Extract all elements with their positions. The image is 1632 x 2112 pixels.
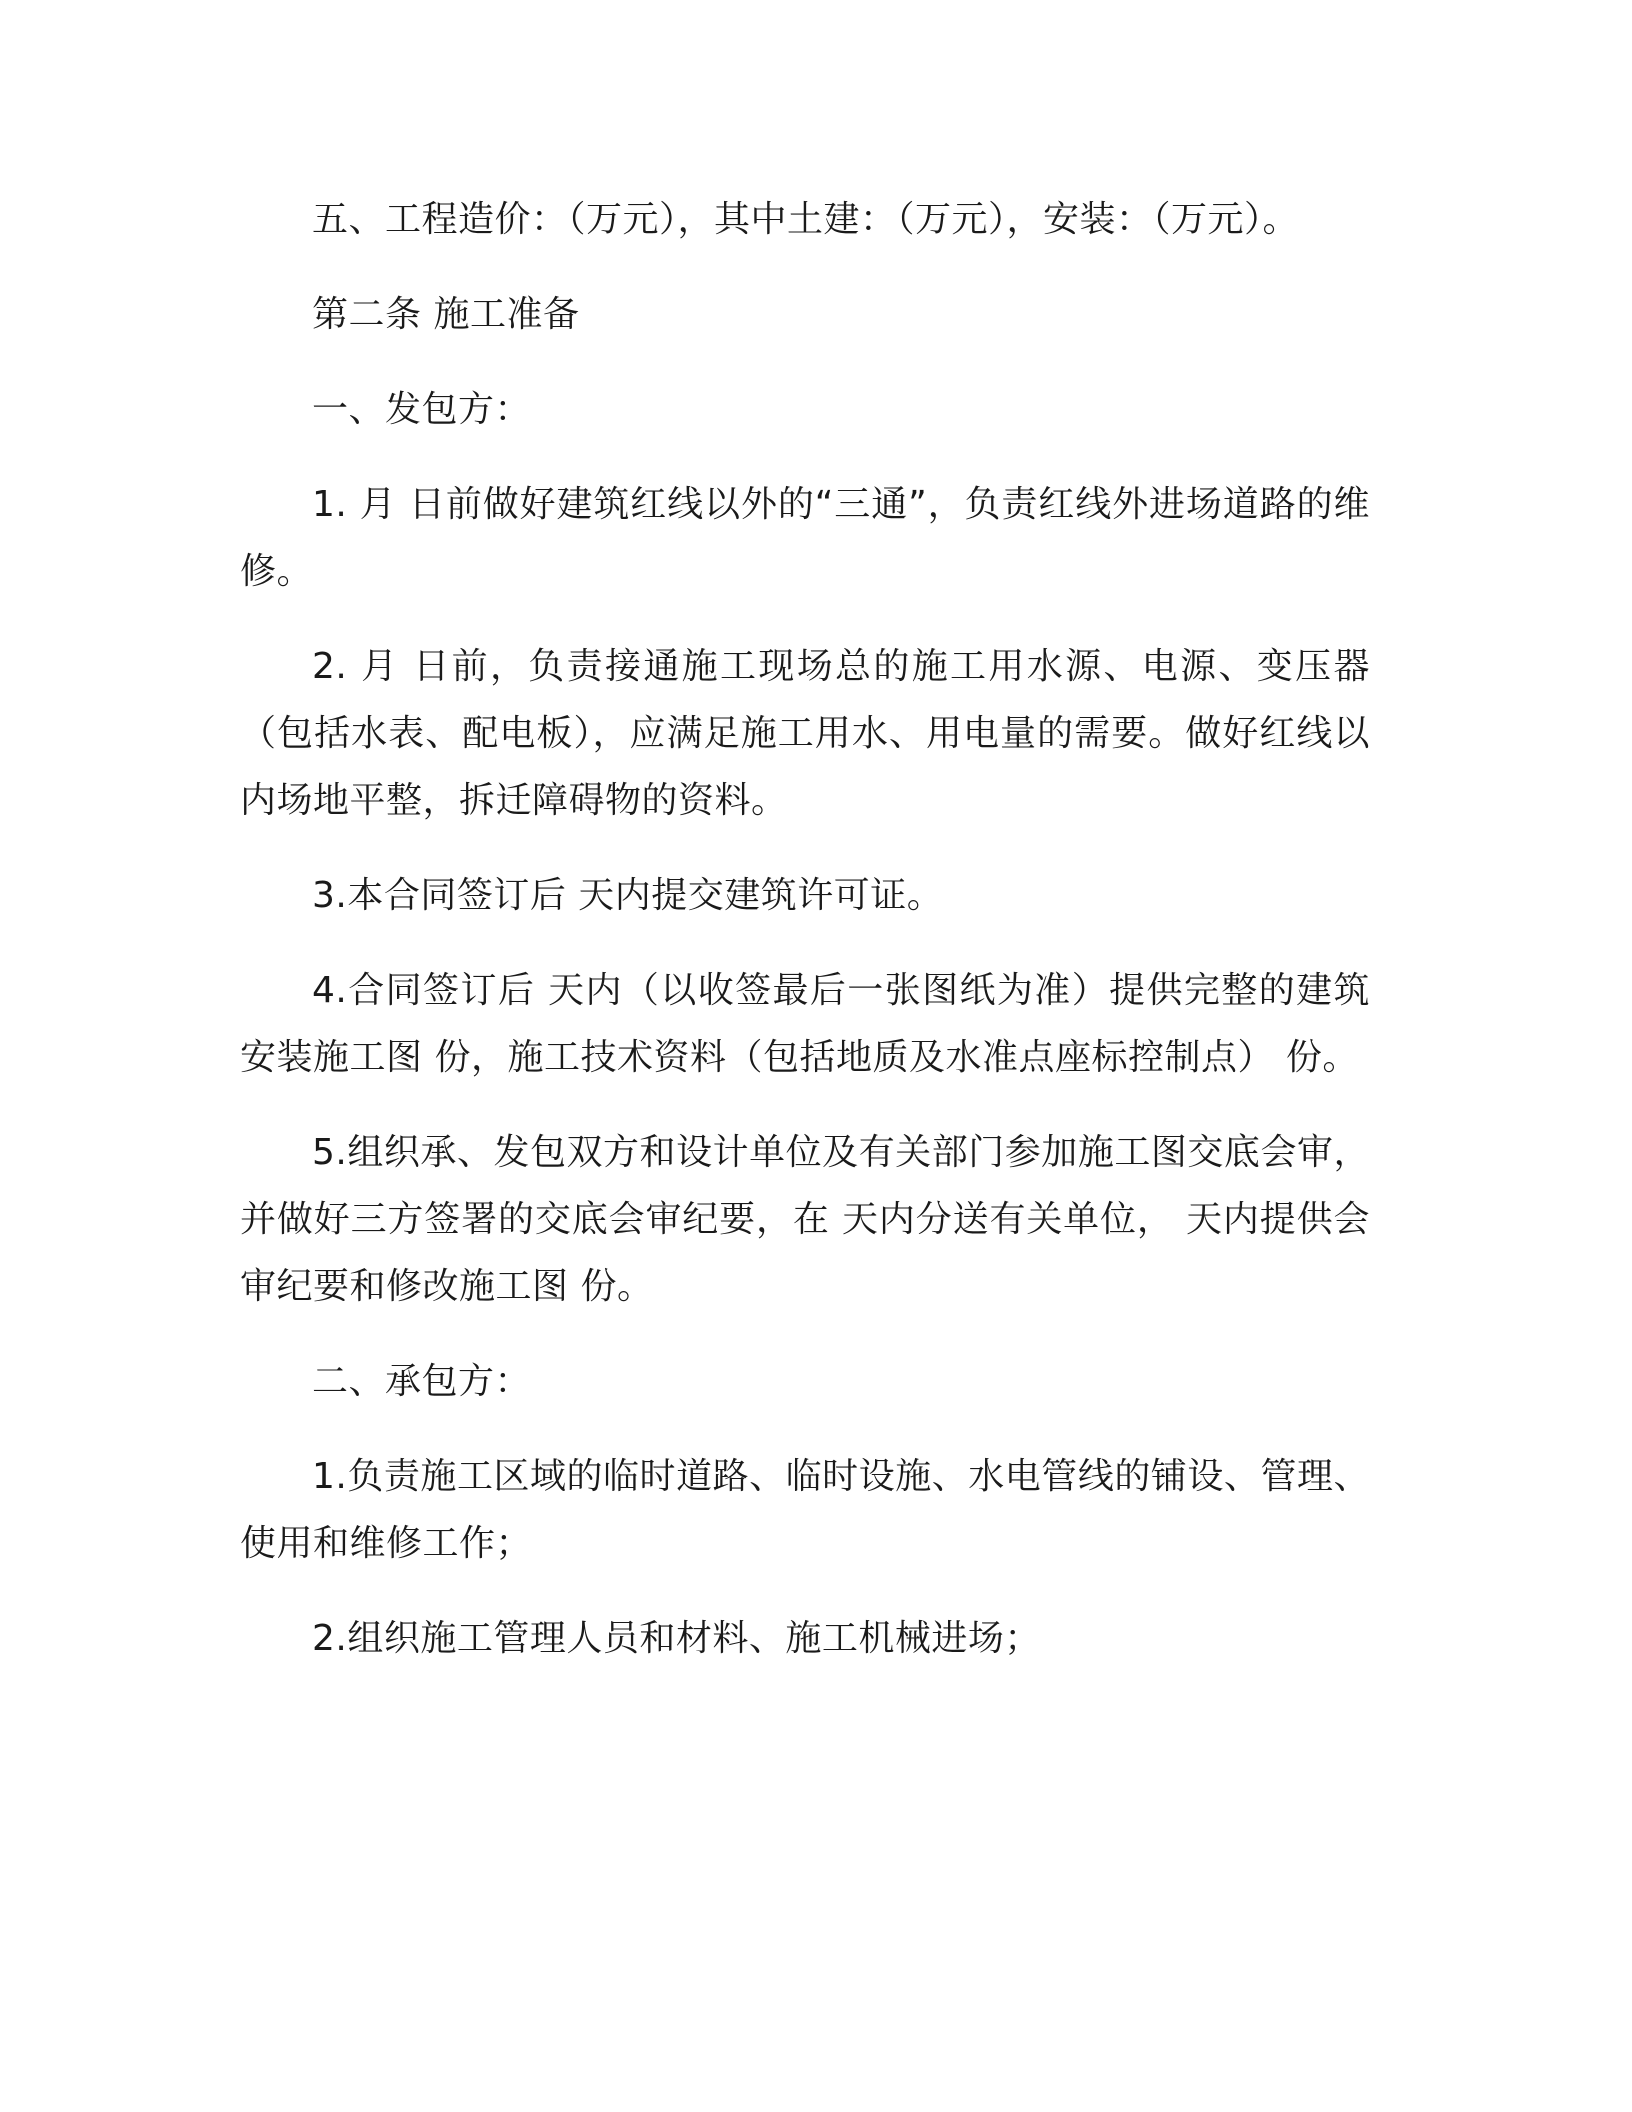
employer-item-4: 4.合同签订后 天内（以收签最后一张图纸为准）提供完整的建筑安装施工图 份，施工技术资料（包括地质及水准点座标控制点） 份。 (240, 970, 1370, 1078)
employer-heading: 一、发包方： (312, 389, 532, 430)
employer-item-2: 2. 月 日前，负责接通施工现场总的施工用水源、电源、变压器（包括水表、配电板），应满足施工用水、用电量的需要。做好红线以内场地平整，拆迁障碍物的资料。 (240, 646, 1370, 821)
document-body (240, 186, 1370, 1700)
contractor-item-1: 1.负责施工区域的临时道路、临时设施、水电管线的铺设、管理、使用和维修工作； (240, 1456, 1370, 1564)
employer-item-3: 3.本合同签订后 天内提交建筑许可证。 (312, 875, 944, 916)
contractor-item-2: 2.组织施工管理人员和材料、施工机械进场； (312, 1618, 1041, 1659)
employer-item-5: 5.组织承、发包双方和设计单位及有关部门参加施工图交底会审，并做好三方签署的交底会审纪要，在 天内分送有关单位， 天内提供会审纪要和修改施工图 份。 (240, 1132, 1370, 1307)
employer-item-1: 1. 月 日前做好建筑红线以外的“三通”，负责红线外进场道路的维修。 (240, 484, 1370, 592)
article-2-title: 第二条 施工准备 (312, 294, 580, 335)
contractor-heading: 二、承包方： (312, 1361, 532, 1402)
paragraph-cost: 五、工程造价：（万元），其中土建：（万元），安装：（万元）。 (312, 199, 1300, 240)
